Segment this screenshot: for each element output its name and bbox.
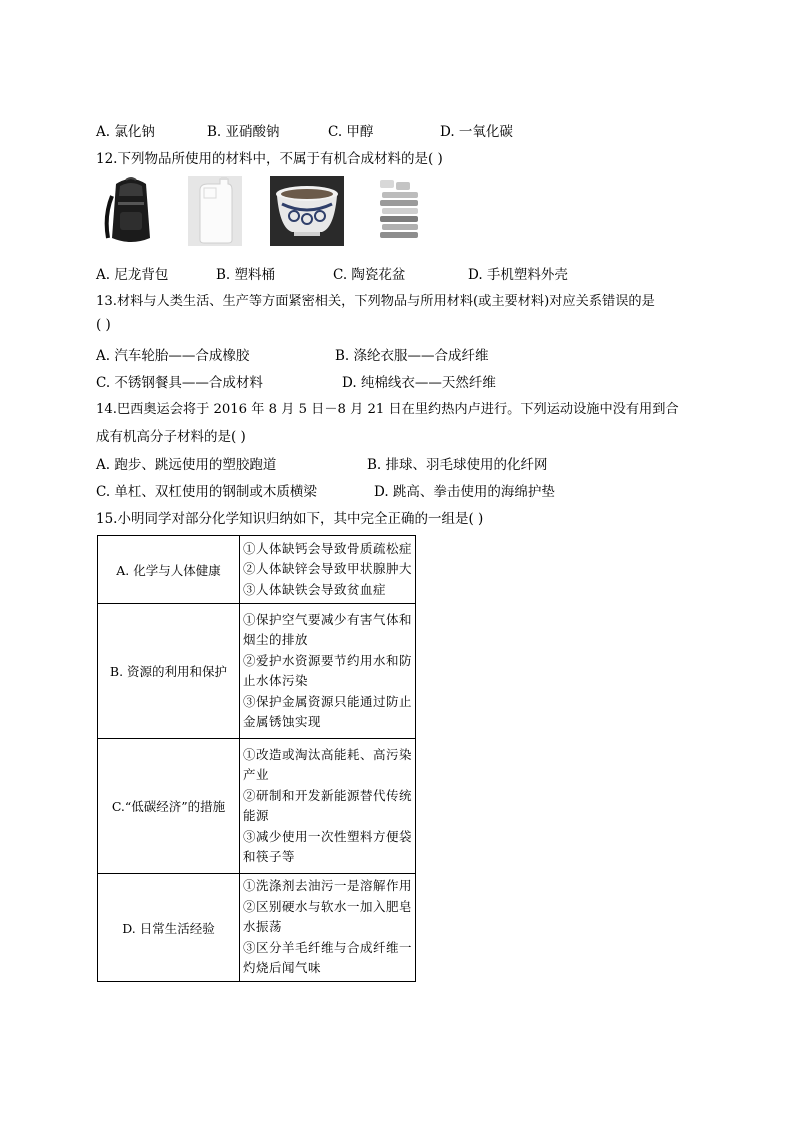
porcelain-flowerpot-icon — [270, 176, 344, 246]
q11-option-b: B. 亚硝酸钠 — [207, 124, 280, 140]
q12-option-d: D. 手机塑料外壳 — [468, 267, 568, 283]
q15-summary-table — [97, 535, 416, 982]
row-items — [240, 874, 416, 982]
q13-stem: 13.材料与人类生活、生产等方面紧密相关，下列物品与所用材料(或主要材料)对应关系错误的是 — [96, 294, 655, 309]
table-row — [98, 536, 416, 604]
backpack-icon — [102, 176, 160, 246]
q13-option-c: C. 不锈钢餐具——合成材料 — [96, 375, 263, 391]
row-items — [240, 739, 416, 874]
row-category: B. 资源的利用和保护 — [98, 604, 240, 739]
q14-option-c: C. 单杠、双杠使用的钢制或木质横梁 — [96, 484, 317, 500]
list-item: ①改造或淘汰高能耗、高污染产业 — [243, 746, 413, 782]
list-item: ③人体缺铁会导致贫血症 — [243, 581, 387, 597]
row-items — [240, 604, 416, 739]
q13-option-a: A. 汽车轮胎——合成橡胶 — [96, 348, 250, 364]
q15-stem: 15.小明同学对部分化学知识归纳如下，其中完全正确的一组是( ) — [96, 511, 484, 527]
q12-option-b: B. 塑料桶 — [216, 267, 276, 283]
q12-stem: 12.下列物品所使用的材料中，不属于有机合成材料的是( ) — [96, 151, 443, 167]
list-item: ③区分羊毛纤维与合成纤维一灼烧后闻气味 — [243, 939, 413, 976]
list-item: ②研制和开发新能源替代传统能源 — [243, 787, 413, 823]
list-item: ②区别硬水与软水一加入肥皂水振荡 — [243, 898, 413, 935]
q14-stem: 14.巴西奥运会将于 2016 年 8 月 5 日－8 月 21 日在里约热内卢进行。下列运动设施中没有用到合 — [96, 402, 679, 417]
q14-stem-continued: 成有机高分子材料的是( ) — [96, 429, 246, 445]
q12-option-c: C. 陶瓷花盆 — [333, 267, 406, 283]
list-item: ②爱护水资源要节约用水和防止水体污染 — [243, 652, 413, 688]
q14-option-d: D. 跳高、拳击使用的海绵护垫 — [374, 484, 555, 500]
list-item: ③保护金属资源只能通过防止金属锈蚀实现 — [243, 693, 413, 729]
list-item: ②人体缺锌会导致甲状腺肿大 — [243, 561, 413, 577]
row-items — [240, 536, 416, 604]
list-item: ①人体缺钙会导致骨质疏松症 — [243, 540, 413, 556]
q14-option-b: B. 排球、羽毛球使用的化纤网 — [367, 457, 548, 473]
list-item: ③减少使用一次性塑料方便袋和筷子等 — [243, 828, 413, 864]
q13-stem-continued: ( ) — [96, 317, 111, 333]
phone-cases-icon — [376, 176, 422, 246]
q11-option-c: C. 甲醇 — [328, 124, 374, 140]
q11-option-d: D. 一氧化碳 — [440, 124, 513, 140]
q12-option-a: A. 尼龙背包 — [96, 267, 169, 283]
q13-option-b: B. 涤纶衣服——合成纤维 — [335, 348, 489, 364]
table-row — [98, 874, 416, 982]
row-category: A. 化学与人体健康 — [98, 536, 240, 604]
table-row — [98, 604, 416, 739]
row-category: C.“低碳经济”的措施 — [98, 739, 240, 874]
list-item: ①洗涤剂去油污一是溶解作用 — [243, 878, 413, 894]
row-category: D. 日常生活经验 — [98, 874, 240, 982]
q13-option-d: D. 纯棉线衣——天然纤维 — [342, 375, 496, 391]
q11-option-a: A. 氯化钠 — [96, 124, 155, 140]
table-row — [98, 739, 416, 874]
plastic-barrel-icon — [188, 176, 242, 246]
list-item: ①保护空气要减少有害气体和烟尘的排放 — [243, 611, 413, 647]
q14-option-a: A. 跑步、跳远使用的塑胶跑道 — [96, 457, 277, 473]
